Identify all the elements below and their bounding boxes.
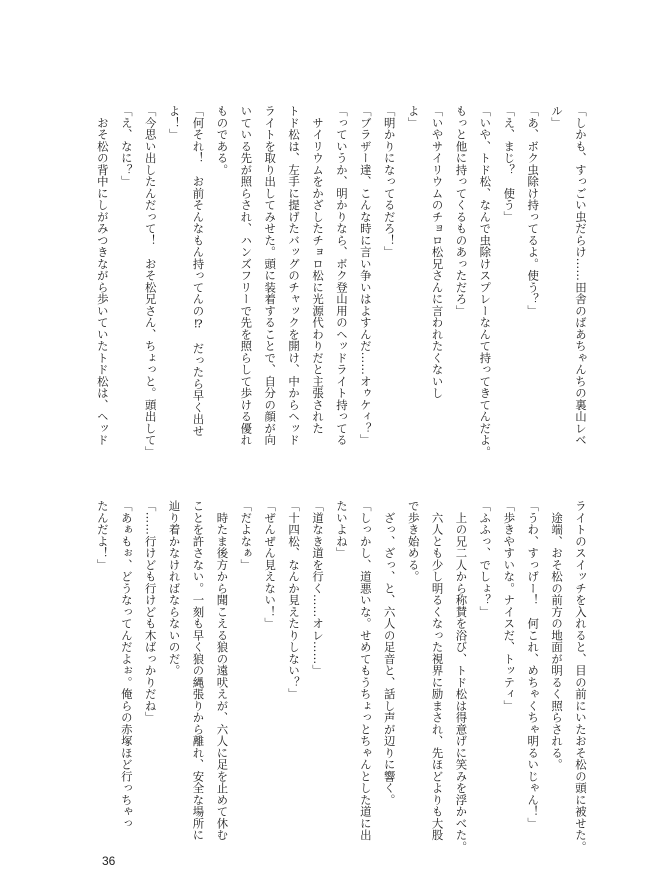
text-line: 「ふふっ、でしょ？」 — [478, 500, 493, 618]
text-line: ライトのスイッチを入れると、目の前にいたおそ松の頭に被せた。 — [574, 500, 588, 853]
text-line: 「今思い出したんだって！ おそ松兄さん、ちょっと。頭出して」 — [143, 105, 158, 458]
page-number: 36 — [102, 854, 116, 868]
text-line: 「いやサイリウムのチョロ松兄さんに言われたくないし — [430, 105, 445, 399]
text-line: おそ松の背中にしがみつきながら歩いていたトド松は、ヘッド — [95, 105, 110, 446]
text-line: 時たま後方から聞こえる狼の遠吠えが、六人に足を止めて休む — [215, 500, 230, 841]
text-line: 「だよなぁ」 — [239, 500, 254, 571]
text-line: ル」 — [550, 105, 565, 129]
text-line: ざっ、ざっ、と、六人の足音と、話し声が辺りに響く。 — [382, 500, 397, 806]
text-block-upper — [95, 105, 592, 458]
text-line: 「明かりになってるだろ！」 — [382, 105, 397, 258]
text-line: 「しっかし、道悪いな。せめてもうちょっとちゃんとした道に出 — [358, 500, 373, 841]
text-line: サイリウムをかざしたチョロ松に光源代わりだと主張された — [311, 105, 326, 434]
text-line: ライトを取り出してみせた。頭に装着することで、自分の顔が向 — [263, 105, 278, 446]
text-line: ことを許さない。一刻も早く狼の縄張りから離れ、安全な場所に — [191, 500, 206, 841]
text-line: よ！」 — [167, 105, 182, 141]
text-line: 「あぁもぉ、どうなってんだよぉ。俺らの赤塚ほど行っちゃっ — [119, 500, 134, 829]
text-line: 「ブラザー達、こんな時に言い争いはよすんだ……オゥケィ？」 — [358, 105, 373, 446]
text-line: 途端、おそ松の前方の地面が明るく照らされる。 — [550, 500, 565, 771]
text-line: もっと他に持ってくるものあっただろ」 — [454, 105, 469, 317]
text-line: 「歩きやすいな。ナイスだ、トッティ」 — [502, 500, 517, 712]
text-line: たんだよ！」 — [95, 500, 110, 571]
text-line: トド松は、左手に提げたバッグのチャックを開け、中からヘッド — [287, 105, 302, 446]
text-line: 「十四松、なんか見えたりしない？」 — [287, 500, 302, 700]
text-line: 「ぜんぜん見えない！」 — [263, 500, 278, 630]
text-line: ものである。 — [215, 105, 230, 176]
text-line: 「っていうか、明かりなら、ボク登山用のヘッドライト持ってる — [334, 105, 349, 446]
text-line: 上の兄二人から称賛を浴び、トド松は得意げに笑みを浮かべた。 — [454, 500, 469, 853]
text-line: 「いや、トド松、なんで虫除けスプレーなんて持ってきてんだよ。 — [478, 105, 493, 458]
text-line: 「……行けども行けども木ばっかりだね」 — [143, 500, 158, 724]
text-block-lower — [95, 500, 592, 853]
text-line: 「あ、ボク虫除け持ってるよ。使う？」 — [526, 105, 541, 317]
text-line: 「え、なに？」 — [119, 105, 134, 188]
text-line: 「何それ！ お前そんなもん持ってんの⁉ だったら早く出せ — [191, 105, 206, 437]
text-line: 「道なき道を行く……オレ……」 — [311, 500, 326, 677]
text-line: たいよね」 — [334, 500, 349, 559]
text-line: 「うわ、すっげー！ 何これ、めちゃくちゃ明るいじゃん！」 — [526, 500, 541, 829]
text-line: 辿り着かなければならないのだ。 — [167, 500, 182, 677]
text-line: 六人とも少し明るくなった視界に励まされ、先ほどよりも大股 — [430, 500, 445, 841]
text-line: いている先が照らされ、ハンズフリーで先を照らして歩ける優れ — [239, 105, 254, 446]
text-line: 「え、まじ？ 使う」 — [502, 105, 517, 223]
text-line: よ」 — [406, 105, 421, 129]
text-line: で歩き始める。 — [406, 500, 421, 583]
text-line: 「しかも、すっごい虫だらけ……田舎のばあちゃんちの裏山レベ — [574, 105, 588, 446]
